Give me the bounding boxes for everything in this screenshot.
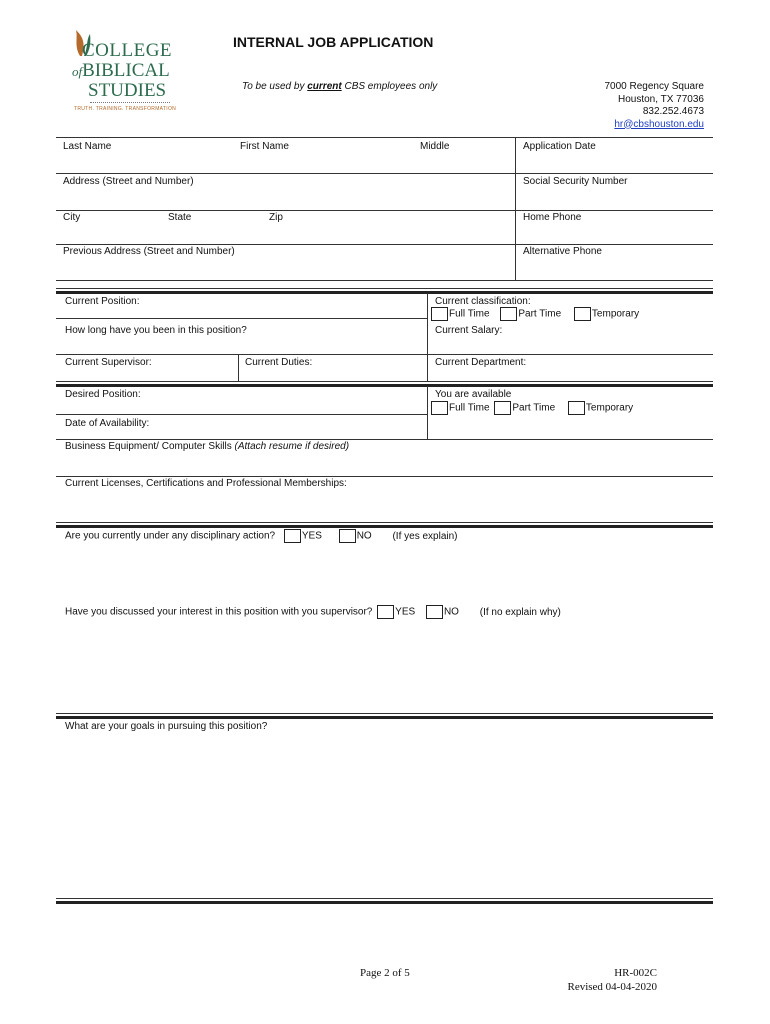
college-address [604, 81, 704, 131]
middle-name-field[interactable]: Middle [420, 141, 450, 152]
computer-skills-note: (Attach resume if desired) [234, 441, 350, 452]
part-time-label: Part Time [518, 308, 562, 320]
college-logo [68, 26, 188, 114]
discussed-no-checkbox[interactable] [426, 605, 443, 619]
divider [56, 244, 713, 245]
logo-line3: STUDIES [88, 80, 167, 101]
divider [56, 439, 713, 440]
disciplinary-question [65, 529, 458, 543]
logo-biblical: BIBLICAL [82, 60, 170, 81]
logo-line2 [72, 60, 170, 82]
disciplinary-no-checkbox[interactable] [339, 529, 356, 543]
column-divider [515, 137, 516, 280]
available-temporary-checkbox[interactable] [568, 401, 585, 415]
divider [56, 280, 713, 281]
divider [56, 318, 427, 319]
discussed-yes-label: YES [395, 606, 416, 618]
current-supervisor-field[interactable]: Current Supervisor: [65, 357, 152, 368]
disciplinary-yes-label: YES [301, 530, 322, 542]
full-time-checkbox[interactable] [431, 307, 448, 321]
last-name-field[interactable]: Last Name [63, 141, 112, 152]
address-line1: 7000 Regency Square [604, 81, 704, 92]
form-code: HR-002C [614, 967, 657, 979]
subtitle-pre: To be used by [242, 81, 308, 92]
current-position-field[interactable]: Current Position: [65, 296, 140, 307]
first-name-field[interactable]: First Name [240, 141, 289, 152]
state-field[interactable]: State [168, 212, 192, 223]
section-divider [56, 288, 713, 294]
divider [56, 173, 713, 174]
section-divider [56, 381, 713, 387]
subtitle-bold: current [307, 81, 342, 92]
logo-line1: COLLEGE [82, 40, 173, 61]
divider [56, 476, 713, 477]
current-department-field[interactable]: Current Department: [435, 357, 527, 368]
previous-address-field[interactable]: Previous Address (Street and Number) [63, 246, 235, 257]
temporary-checkbox[interactable] [574, 307, 591, 321]
page-number: Page 2 of 5 [360, 967, 410, 979]
availability-label: You are available [435, 389, 512, 400]
application-date-field[interactable]: Application Date [523, 141, 596, 152]
revision-date: Revised 04-04-2020 [567, 981, 657, 993]
alternative-phone-field[interactable]: Alternative Phone [523, 246, 602, 257]
disciplinary-no-label: NO [356, 530, 372, 542]
supervisor-discussion-question [65, 605, 561, 619]
subtitle-post: CBS employees only [341, 81, 438, 92]
divider [56, 210, 713, 211]
logo-of: of [72, 64, 83, 79]
ssn-field[interactable]: Social Security Number [523, 176, 628, 187]
subtitle [242, 81, 437, 92]
phone-number: 832.252.4673 [642, 106, 704, 117]
page-title: INTERNAL JOB APPLICATION [233, 34, 434, 50]
zip-field[interactable]: Zip [269, 212, 283, 223]
available-part-time-label: Part Time [512, 402, 556, 414]
column-divider [427, 354, 428, 381]
current-salary-field[interactable]: Current Salary: [435, 325, 503, 336]
available-temporary-label: Temporary [585, 402, 634, 414]
divider [56, 414, 427, 415]
classification-options [431, 307, 639, 321]
column-divider [427, 386, 428, 439]
computer-skills-field[interactable] [65, 441, 349, 452]
goals-question-field[interactable]: What are your goals in pursuing this position? [65, 721, 268, 732]
disciplinary-yes-checkbox[interactable] [284, 529, 301, 543]
logo-divider [90, 102, 170, 104]
computer-skills-label: Business Equipment/ Computer Skills [65, 441, 235, 452]
column-divider [427, 293, 428, 354]
current-classification-label: Current classification: [435, 296, 531, 307]
available-full-time-label: Full Time [449, 402, 490, 414]
licenses-field[interactable]: Current Licenses, Certifications and Professional Memberships: [65, 478, 347, 489]
section-divider [56, 522, 713, 528]
section-divider [56, 898, 713, 904]
full-time-label: Full Time [449, 308, 490, 320]
column-divider [238, 354, 239, 381]
home-phone-field[interactable]: Home Phone [523, 212, 582, 223]
time-in-position-field[interactable]: How long have you been in this position? [65, 325, 247, 336]
availability-date-field[interactable]: Date of Availability: [65, 418, 150, 429]
desired-position-field[interactable]: Desired Position: [65, 389, 141, 400]
available-full-time-checkbox[interactable] [431, 401, 448, 415]
if-no-explain: (If no explain why) [479, 606, 561, 618]
address-field[interactable]: Address (Street and Number) [63, 176, 194, 187]
if-yes-explain: (If yes explain) [392, 530, 458, 542]
disciplinary-question-text: Are you currently under any disciplinary action? [65, 530, 276, 542]
email-link[interactable]: hr@cbshouston.edu [614, 118, 704, 130]
discussed-no-label: NO [443, 606, 459, 618]
section-divider [56, 713, 713, 719]
supervisor-question-text: Have you discussed your interest in this position with you supervisor? [65, 606, 373, 618]
logo-tagline: TRUTH. TRAINING. TRANSFORMATION [74, 106, 177, 112]
discussed-yes-checkbox[interactable] [377, 605, 394, 619]
part-time-checkbox[interactable] [500, 307, 517, 321]
current-duties-field[interactable]: Current Duties: [245, 357, 313, 368]
city-field[interactable]: City [63, 212, 81, 223]
address-line2: Houston, TX 77036 [618, 93, 704, 105]
availability-options [431, 401, 633, 415]
divider [56, 354, 713, 355]
available-part-time-checkbox[interactable] [494, 401, 511, 415]
temporary-label: Temporary [591, 308, 640, 320]
divider [56, 137, 713, 138]
